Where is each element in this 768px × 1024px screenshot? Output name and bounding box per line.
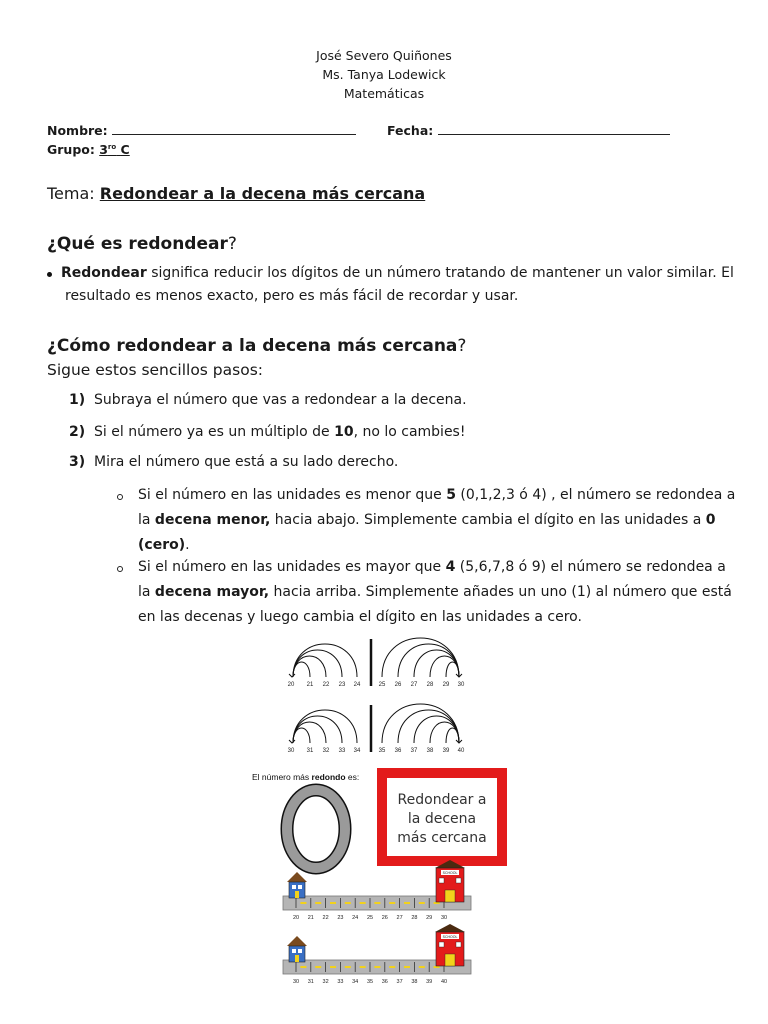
yellow-dash (389, 966, 395, 968)
sub1-line-3: (cero). (138, 537, 190, 553)
yellow-dash (389, 902, 395, 904)
arc-tick-label: 38 (426, 748, 434, 754)
date-label: Fecha: (387, 123, 434, 138)
arc-tick-label: 25 (378, 682, 386, 688)
arc-down (293, 650, 342, 677)
sub-bullet-2-icon (117, 566, 123, 572)
yellow-dash (404, 966, 410, 968)
definition-line-1: Redondear significa reducir los dígitos de un número tratando de mantener un valor similar. El (61, 265, 734, 281)
number-line-label: 38 (411, 979, 418, 985)
yellow-dash (419, 966, 425, 968)
section1-heading: ¿Qué es redondear? (47, 234, 237, 254)
date-blank[interactable] (438, 122, 670, 135)
yellow-dash (404, 902, 410, 904)
section2-heading: ¿Cómo redondear a la decena más cercana? (47, 336, 467, 356)
group-label: Grupo: (47, 142, 95, 157)
topic-label: Tema: (47, 184, 95, 203)
arc-up (398, 644, 459, 677)
school-window-icon (456, 942, 461, 947)
arc-tick-label: 40 (457, 748, 465, 754)
number-line-label: 30 (292, 979, 300, 985)
yellow-dash (315, 902, 321, 904)
school-sign-label: SCHOOL (442, 935, 458, 939)
yellow-dash (345, 902, 351, 904)
school-sign-label: SCHOOL (442, 871, 458, 875)
house-window-icon (292, 949, 296, 953)
school-roof-icon (435, 924, 465, 932)
rounding-illustration (0, 634, 768, 1024)
arc-tick-label: 32 (322, 748, 330, 754)
house-door-icon (295, 891, 299, 898)
sub1-line-1: Si el número en las unidades es menor que 5 (0,1,2,3 ó 4) , el número se redondea a (138, 487, 736, 503)
topic-line (47, 184, 425, 203)
school-door-icon (445, 890, 455, 902)
number-line-label: 26 (381, 915, 388, 921)
number-line-label: 29 (426, 915, 433, 921)
group-field (47, 142, 130, 157)
school-window-icon (439, 878, 444, 883)
name-blank[interactable] (112, 122, 356, 135)
arc-down (293, 644, 357, 677)
subject-name: Matemáticas (343, 86, 425, 101)
author-name: José Severo Quiñones (316, 48, 452, 63)
number-line-label: 32 (322, 979, 329, 985)
yellow-dash (419, 902, 425, 904)
school-window-icon (456, 878, 461, 883)
sub2-line-3: en las decenas y luego cambia el dígito en las unidades a cero. (138, 609, 582, 625)
yellow-dash (360, 902, 366, 904)
yellow-dash (330, 902, 336, 904)
definition-line-2: resultado es menos exacto, pero es más fácil de recordar y usar. (65, 288, 519, 304)
number-line-2 (283, 924, 471, 985)
number-line-label: 36 (381, 979, 388, 985)
yellow-dash (374, 902, 380, 904)
sub1-line-2: la decena menor, hacia abajo. Simplemente cambia el dígito en las unidades a 0 (138, 512, 716, 528)
arc-tick-label: 23 (338, 682, 346, 688)
house-window-icon (298, 949, 302, 953)
arc-tick-label: 39 (442, 748, 450, 754)
yellow-dash (345, 966, 351, 968)
number-line-label: 21 (307, 915, 314, 921)
number-line-label: 33 (337, 979, 344, 985)
step-1: 1) Subraya el número que vas a redondear a la decena. (69, 392, 467, 408)
number-line-label: 40 (440, 979, 448, 985)
house-roof-icon (287, 872, 307, 882)
number-line-label: 24 (352, 915, 359, 921)
school-window-icon (439, 942, 444, 947)
sub2-line-1: Si el número en las unidades es mayor que 4 (5,6,7,8 ó 9) el número se redondea a (138, 559, 726, 575)
arc-tick-label: 22 (322, 682, 330, 688)
arc-tick-label: 35 (378, 748, 386, 754)
arc-tick-label: 26 (394, 682, 402, 688)
sign-line-3: más cercana (397, 830, 487, 846)
yellow-dash (300, 902, 306, 904)
date-field (387, 122, 670, 138)
arrow-head-icon (289, 674, 295, 677)
steps-intro: Sigue estos sencillos pasos: (47, 361, 264, 379)
arc-tick-label: 31 (306, 748, 314, 754)
arc-down (293, 710, 357, 743)
sub-bullet-1-icon (117, 494, 123, 500)
arc-tick-label: 28 (426, 682, 434, 688)
arc-tick-label: 20 (287, 682, 295, 688)
arc-tick-label: 30 (287, 748, 295, 754)
yellow-dash (315, 966, 321, 968)
number-line-label: 35 (366, 979, 374, 985)
number-line-label: 30 (440, 915, 448, 921)
arc-tick-label: 37 (410, 748, 418, 754)
arc-tick-label: 30 (457, 682, 465, 688)
house-door-icon (295, 955, 299, 962)
step-2: 2) Si el número ya es un múltiplo de 10, no lo cambies! (69, 424, 466, 440)
sub2-line-2: la decena mayor, hacia arriba. Simplemente añades un uno (1) al número que está (138, 584, 732, 600)
teacher-name: Ms. Tanya Lodewick (322, 67, 446, 82)
zero-ring-icon (287, 790, 345, 868)
name-label: Nombre: (47, 123, 108, 138)
yellow-dash (300, 966, 306, 968)
arc-down (293, 716, 342, 743)
sign-line-2: la decena (407, 811, 477, 827)
yellow-dash (360, 966, 366, 968)
number-line-label: 23 (337, 915, 344, 921)
number-line-label: 39 (426, 979, 433, 985)
house-window-icon (292, 885, 296, 889)
arc-tick-label: 29 (442, 682, 450, 688)
bullet-dot (47, 272, 52, 277)
yellow-dash (330, 966, 336, 968)
number-line-label: 34 (352, 979, 359, 985)
number-line-label: 27 (396, 915, 403, 921)
number-line-label: 37 (396, 979, 403, 985)
arc-diagram-2 (288, 704, 465, 754)
number-line-label: 22 (322, 915, 329, 921)
house-roof-icon (287, 936, 307, 946)
school-door-icon (445, 954, 455, 966)
arc-tick-label: 27 (410, 682, 418, 688)
arrow-head-icon (289, 740, 295, 743)
step-3: 3) Mira el número que está a su lado derecho. (69, 454, 399, 470)
arc-tick-label: 24 (353, 682, 361, 688)
roundest-label: El número más redondo es: (252, 772, 360, 782)
topic-title: Redondear a la decena más cercana (99, 184, 426, 203)
sign-line-1: Redondear a (397, 792, 487, 808)
number-line-label: 28 (411, 915, 418, 921)
arc-tick-label: 34 (353, 748, 361, 754)
arc-tick-label: 36 (394, 748, 402, 754)
group-value: $3^{ro}$ C (99, 142, 130, 157)
number-line-label: 20 (292, 915, 300, 921)
house-window-icon (298, 885, 302, 889)
arc-diagram-1 (288, 638, 465, 688)
number-line-label: 31 (307, 979, 314, 985)
yellow-dash (374, 966, 380, 968)
number-line-label: 25 (366, 915, 374, 921)
arc-tick-label: 21 (306, 682, 314, 688)
arc-tick-label: 33 (338, 748, 346, 754)
name-field (47, 122, 356, 138)
arc-up (398, 710, 459, 743)
